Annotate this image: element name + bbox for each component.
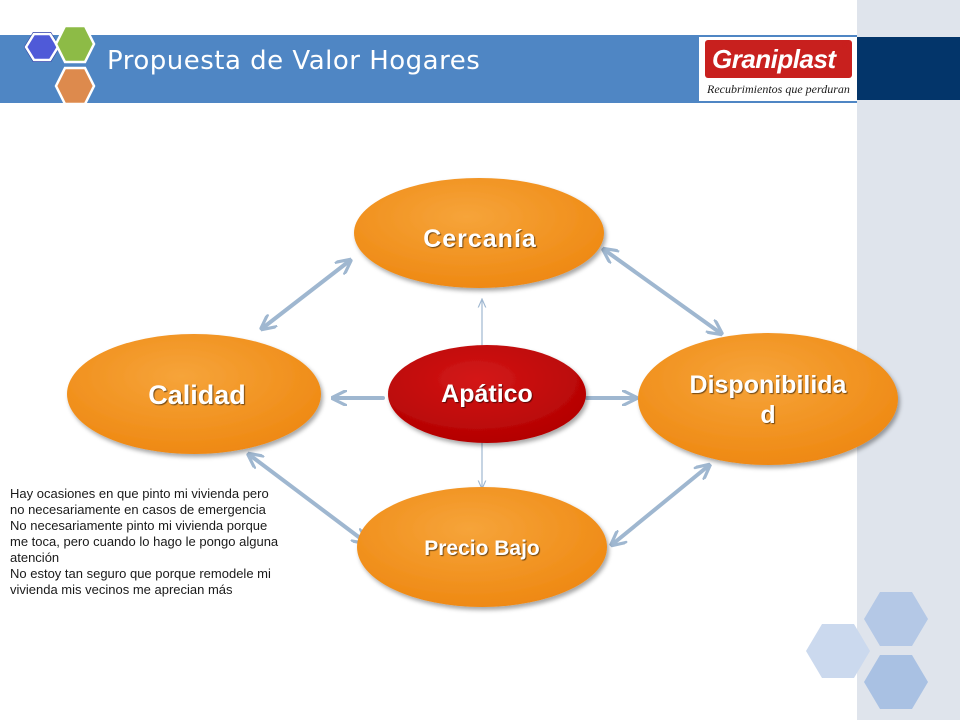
registered-mark-icon: ®: [842, 40, 849, 50]
note-line: No necesariamente pinto mi vivienda porque me toca, pero cuando lo hago le pongo alguna atención: [10, 518, 279, 565]
arrow-top-right: [606, 251, 719, 332]
brand-logo-name: Graniplast: [712, 44, 836, 74]
brand-logo-tagline: Recubrimientos que perduran: [707, 82, 850, 96]
hexagon-deco-left: [806, 624, 870, 678]
arrow-bottom-right: [614, 467, 707, 543]
note-line: Hay ocasiones en que pinto mi vivienda pero no necesariamente en casos de emergencia: [10, 486, 269, 517]
note-text: [10, 486, 286, 598]
node-label-calidad: Calidad: [148, 380, 246, 410]
arrow-left-top: [264, 262, 348, 327]
node-label-cercania: Cercanía: [423, 225, 537, 253]
node-label-disponibilidad-line1: Disponibilida: [689, 371, 847, 399]
hexagon-deco-top: [864, 592, 928, 646]
node-label-disponibilidad-line2: d: [760, 401, 776, 429]
hexagon-orange: [56, 68, 94, 104]
decorative-hexagons: [806, 592, 928, 709]
node-label-apatico: Apático: [441, 380, 533, 408]
node-label-precio-bajo: Precio Bajo: [424, 537, 540, 560]
hexagon-deco-bottom: [864, 655, 928, 709]
node-label-disponibilidad: [668, 370, 868, 430]
hexagon-green: [56, 26, 94, 62]
note-line: No estoy tan seguro que porque remodele mi vivienda mis vecinos me aprecian más: [10, 566, 271, 597]
hexagon-blue-inner: [26, 34, 58, 60]
header-hexagons: [24, 26, 94, 104]
page-title: Propuesta de Valor Hogares: [107, 46, 481, 76]
